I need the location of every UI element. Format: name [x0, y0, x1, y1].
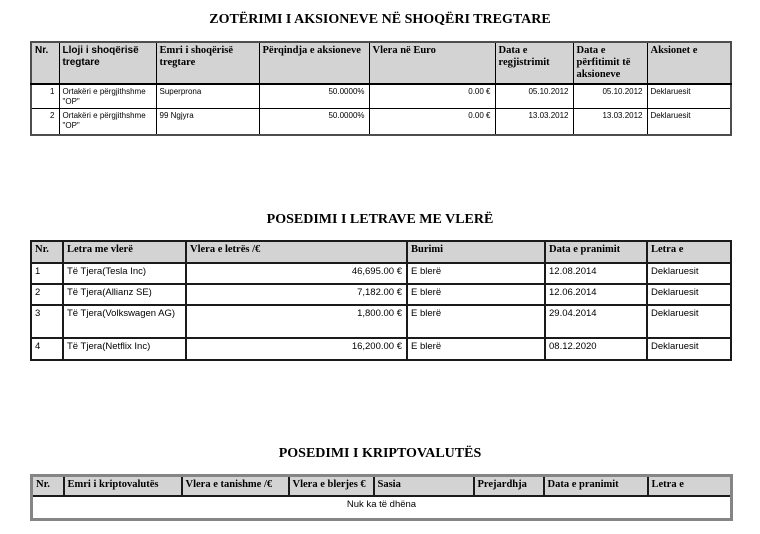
shares-table	[30, 41, 732, 136]
table-row	[31, 338, 731, 360]
table-cell: 99 Ngjyra	[156, 109, 259, 135]
table-cell: Ortakëri e përgjithshme "OP"	[59, 84, 156, 109]
table-cell: Deklaruesit	[647, 109, 731, 135]
crypto-table	[30, 474, 733, 521]
table-cell: E blerë	[407, 263, 545, 284]
table-cell: 29.04.2014	[545, 305, 647, 338]
table-cell: 0.00 €	[369, 84, 495, 109]
table-row	[31, 305, 731, 338]
column-header: Lloji i shoqërisë tregtare	[59, 42, 156, 84]
table-cell: 2	[31, 109, 59, 135]
table-header-row	[31, 42, 731, 84]
table-row	[31, 109, 731, 135]
column-header: Sasia	[374, 475, 474, 496]
table-cell: Deklaruesit	[647, 284, 731, 305]
shares-section-title: ZOTËRIMI I AKSIONEVE NË SHOQËRI TREGTARE	[209, 12, 551, 27]
table-cell: 1,800.00 €	[186, 305, 407, 338]
securities-section-title: POSEDIMI I LETRAVE ME VLERË	[266, 211, 494, 227]
table-row	[31, 284, 731, 305]
column-header: Data e pranimit	[545, 241, 647, 263]
table-cell: 12.06.2014	[545, 284, 647, 305]
table-cell: 08.12.2020	[545, 338, 647, 360]
table-cell: 13.03.2012	[573, 109, 647, 135]
column-header: Vlera e letrës /€	[186, 241, 407, 263]
table-cell: Të Tjera(Netflix Inc)	[63, 338, 186, 360]
table-cell: 46,695.00 €	[186, 263, 407, 284]
column-header: Aksionet e	[647, 42, 731, 84]
table-cell: Ortakëri e përgjithshme "OP"	[59, 109, 156, 135]
table-cell: 1	[31, 263, 63, 284]
column-header: Data e përfitimit të aksioneve	[573, 42, 647, 84]
table-cell: 05.10.2012	[573, 84, 647, 109]
column-header: Vlera në Euro	[369, 42, 495, 84]
column-header: Nr.	[31, 241, 63, 263]
table-cell: Superprona	[156, 84, 259, 109]
table-cell: 7,182.00 €	[186, 284, 407, 305]
table-cell: 16,200.00 €	[186, 338, 407, 360]
column-header: Vlera e blerjes €	[289, 475, 374, 496]
table-cell: 2	[31, 284, 63, 305]
table-cell: E blerë	[407, 338, 545, 360]
column-header: Emri i shoqërisë tregtare	[156, 42, 259, 84]
table-cell: Të Tjera(Tesla Inc)	[63, 263, 186, 284]
table-cell: Të Tjera(Allianz SE)	[63, 284, 186, 305]
table-header-row	[32, 475, 732, 496]
table-cell: E blerë	[407, 284, 545, 305]
column-header: Nr.	[32, 475, 64, 496]
column-header: Letra e	[648, 475, 732, 496]
crypto-section-title: POSEDIMI I KRIPTOVALUTËS	[278, 445, 482, 461]
table-cell: Deklaruesit	[647, 338, 731, 360]
column-header: Letra me vlerë	[63, 241, 186, 263]
table-cell: 1	[31, 84, 59, 109]
table-cell: 13.03.2012	[495, 109, 573, 135]
column-header: Prejardhja	[474, 475, 544, 496]
column-header: Letra e	[647, 241, 731, 263]
table-cell: 3	[31, 305, 63, 338]
column-header: Burimi	[407, 241, 545, 263]
table-cell: E blerë	[407, 305, 545, 338]
table-header-row	[31, 241, 731, 263]
column-header: Emri i kriptovalutës	[64, 475, 182, 496]
table-row	[32, 496, 732, 519]
table-row	[31, 84, 731, 109]
table-cell: Të Tjera(Volkswagen AG)	[63, 305, 186, 338]
table-cell: 50.0000%	[259, 109, 369, 135]
table-cell: Deklaruesit	[647, 263, 731, 284]
table-cell: Deklaruesit	[647, 84, 731, 109]
column-header: Data e regjistrimit	[495, 42, 573, 84]
table-cell: 12.08.2014	[545, 263, 647, 284]
table-cell: 4	[31, 338, 63, 360]
no-data-cell: Nuk ka të dhëna	[32, 496, 732, 519]
column-header: Përqindja e aksioneve	[259, 42, 369, 84]
table-cell: 50.0000%	[259, 84, 369, 109]
table-row	[31, 263, 731, 284]
table-cell: Deklaruesit	[647, 305, 731, 338]
column-header: Data e pranimit	[544, 475, 648, 496]
securities-table	[30, 240, 732, 361]
column-header: Nr.	[31, 42, 59, 84]
table-cell: 05.10.2012	[495, 84, 573, 109]
table-cell: 0.00 €	[369, 109, 495, 135]
column-header: Vlera e tanishme /€	[182, 475, 289, 496]
